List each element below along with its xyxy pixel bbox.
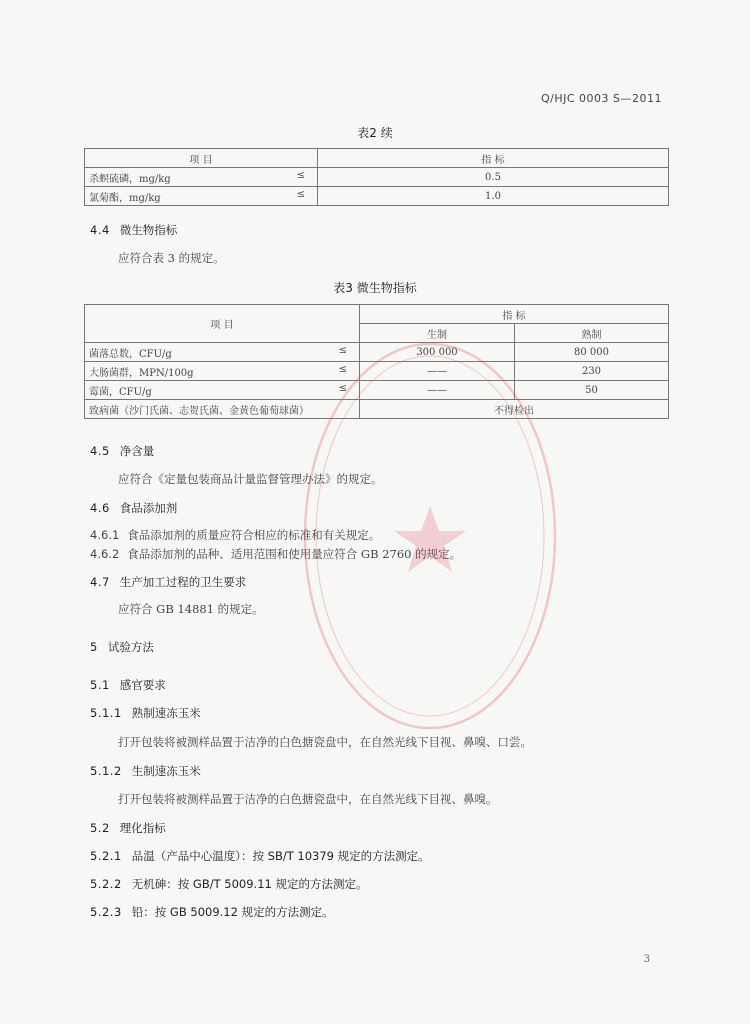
section-number: 5.2	[90, 821, 110, 835]
table2	[84, 148, 669, 206]
section-title: 理化指标	[119, 821, 166, 835]
section-text-4-7: 应符合 GB 14881 的规定。	[118, 602, 264, 616]
table2-row-value: 0.5	[318, 168, 669, 187]
section-number: 5.2.3	[90, 905, 122, 919]
table3-row-item: 菌落总数，CFU/g	[89, 348, 172, 360]
section-title: 试验方法	[107, 640, 154, 654]
section-number: 5.1.1	[90, 706, 122, 720]
table3-row-raw: 300 000	[360, 343, 515, 362]
subsection-4-6-2	[90, 546, 461, 562]
section-heading-5-2	[90, 820, 166, 836]
section-heading-4-6	[90, 500, 177, 516]
section-heading-4-4	[90, 222, 177, 238]
table3-row-cooked: 80 000	[515, 343, 669, 362]
table2-header-row	[85, 149, 669, 168]
table3-row-raw: ——	[360, 381, 515, 400]
table3-header-item: 项 目	[85, 305, 360, 343]
section-heading-5-1	[90, 677, 166, 693]
section-number: 5.1.2	[90, 764, 122, 778]
page-number: 3	[643, 954, 650, 965]
section-title: 感官要求	[119, 678, 166, 692]
section-title: 净含量	[119, 444, 155, 458]
section-heading-4-5	[90, 443, 154, 459]
section-5-2-2	[90, 876, 368, 892]
subsection-text: 食品添加剂的品种、适用范围和使用量应符合 GB 2760 的规定。	[127, 547, 462, 561]
table-row	[85, 168, 669, 187]
table2-header-index: 指 标	[318, 149, 669, 168]
table3-header-index: 指 标	[360, 305, 669, 324]
standard-code: Q/HJC 0003 S—2011	[540, 92, 662, 105]
section-number: 4.4	[90, 223, 110, 237]
table3-row-item: 大肠菌群，MPN/100g	[89, 367, 194, 379]
table-row	[85, 381, 669, 400]
section-text: 无机砷：按 GB/T 5009.11 规定的方法测定。	[131, 877, 368, 891]
less-equal-sign: ≤	[296, 188, 305, 200]
section-title: 生产加工过程的卫生要求	[119, 575, 247, 589]
table2-row-value: 1.0	[318, 187, 669, 206]
section-number: 4.6	[90, 501, 110, 515]
section-number: 5	[90, 640, 98, 654]
table2-row-item: 杀螟硫磷，mg/kg	[89, 173, 171, 185]
table3-row-item: 霉菌，CFU/g	[89, 386, 152, 398]
less-equal-sign: ≤	[338, 363, 347, 375]
section-title: 生制速冻玉米	[131, 764, 201, 778]
subsection-4-6-1	[90, 527, 380, 543]
table3	[84, 304, 669, 419]
section-number: 4.7	[90, 575, 110, 589]
section-text-5-1-2: 打开包装将被测样品置于洁净的白色搪瓷盘中，在自然光线下目视、鼻嗅。	[118, 792, 498, 806]
table3-header-row	[85, 305, 669, 324]
subsection-text: 食品添加剂的质量应符合相应的标准和有关规定。	[127, 528, 381, 542]
section-5-2-1	[90, 848, 430, 864]
table3-caption: 表3 微生物指标	[333, 281, 417, 295]
section-text-5-1-1: 打开包装将被测样品置于洁净的白色搪瓷盘中，在自然光线下目视、鼻嗅、口尝。	[118, 735, 532, 749]
table-row	[85, 400, 669, 419]
less-equal-sign: ≤	[338, 344, 347, 356]
section-text-4-4: 应符合表 3 的规定。	[118, 251, 225, 265]
subsection-number: 4.6.2	[90, 547, 120, 561]
table3-pathogen-value: 不得检出	[360, 400, 669, 419]
table3-row-cooked: 50	[515, 381, 669, 400]
subsection-number: 4.6.1	[90, 528, 120, 542]
section-text: 铅：按 GB 5009.12 规定的方法测定。	[131, 905, 334, 919]
section-heading-4-7	[90, 574, 246, 590]
table-row	[85, 362, 669, 381]
section-5-2-3	[90, 904, 334, 920]
table3-header-cooked: 熟制	[515, 324, 669, 343]
section-title: 食品添加剂	[119, 501, 178, 515]
section-title: 微生物指标	[119, 223, 178, 237]
section-heading-5	[90, 639, 154, 655]
section-heading-5-1-1	[90, 705, 201, 721]
table2-header-item: 项 目	[85, 149, 318, 168]
section-text: 品温（产品中心温度）：按 SB/T 10379 规定的方法测定。	[131, 849, 430, 863]
less-equal-sign: ≤	[296, 169, 305, 181]
section-number: 4.5	[90, 444, 110, 458]
table2-row-item: 氯菊酯，mg/kg	[89, 192, 161, 204]
section-heading-5-1-2	[90, 763, 201, 779]
table3-pathogen-item: 致病菌（沙门氏菌、志贺氏菌、金黄色葡萄球菌）	[85, 400, 360, 419]
section-title: 熟制速冻玉米	[131, 706, 201, 720]
less-equal-sign: ≤	[338, 382, 347, 394]
table2-caption: 表2 续	[357, 126, 393, 140]
table3-row-raw: ——	[360, 362, 515, 381]
table3-header-raw: 生制	[360, 324, 515, 343]
table-row	[85, 187, 669, 206]
table-row	[85, 343, 669, 362]
table3-row-cooked: 230	[515, 362, 669, 381]
section-number: 5.2.2	[90, 877, 122, 891]
section-text-4-5: 应符合《定量包装商品计量监督管理办法》的规定。	[118, 472, 383, 486]
section-number: 5.1	[90, 678, 110, 692]
section-number: 5.2.1	[90, 849, 122, 863]
